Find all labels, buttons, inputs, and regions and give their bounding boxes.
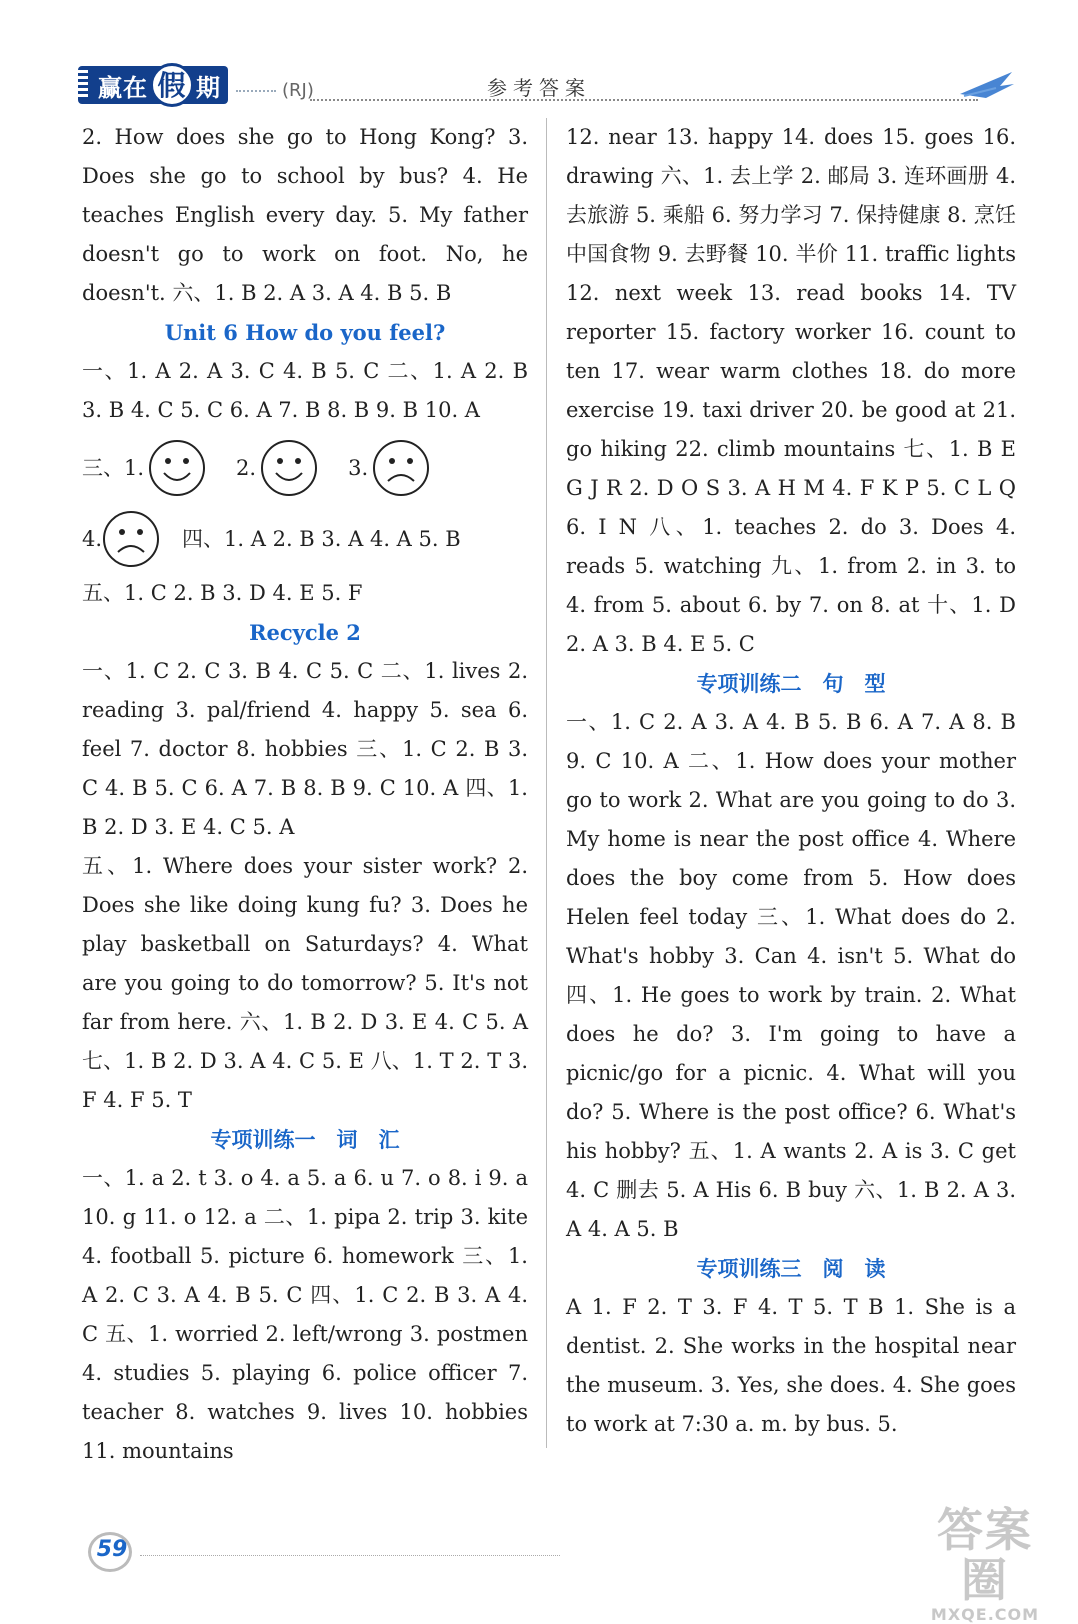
section-heading: 专项训练一 词 汇 bbox=[210, 1127, 400, 1152]
logo-text-pre: 赢在 bbox=[98, 73, 148, 102]
answer-paragraph: 2. How does she go to Hong Kong? 3. Does she go to school by bus? 4. He teaches English every day. 5. My father doesn't go to work on foot. No, he doesn't. 六、1. B 2. A 3. A 4. B 5. B bbox=[82, 125, 528, 305]
happy-face-icon bbox=[148, 439, 206, 497]
section-heading: 专项训练二 句 型 bbox=[696, 671, 886, 696]
wing-decoration-icon bbox=[956, 66, 1016, 102]
sad-face-icon bbox=[102, 510, 160, 568]
faces-row bbox=[82, 432, 528, 504]
watermark-sub: MXQE.COM bbox=[930, 1605, 1040, 1624]
footer-rule bbox=[140, 1555, 560, 1556]
section-heading: 专项训练三 阅 读 bbox=[696, 1256, 886, 1281]
face-label: 4. bbox=[82, 526, 103, 551]
column-divider bbox=[546, 118, 547, 1448]
sad-face-icon bbox=[372, 439, 430, 497]
right-column bbox=[566, 118, 1016, 1444]
answer-paragraph: A 1. F 2. T 3. F 4. T 5. T B 1. She is a dentist. 2. She works in the hospital near the museum. 3. Yes, she does. 4. She goes to work at 7:30 a. m. by bus. 5. bbox=[566, 1295, 1016, 1436]
logo-text-post: 期 bbox=[196, 73, 221, 102]
answer-line: 四、1. A 2. B 3. A 4. A 5. B bbox=[182, 526, 461, 551]
faces-row-second bbox=[82, 504, 528, 574]
happy-face-icon bbox=[260, 439, 318, 497]
watermark-main: 答案圈 bbox=[937, 1503, 1033, 1607]
face-label: 3. bbox=[348, 455, 369, 480]
page-title: 参考答案 bbox=[487, 76, 591, 100]
logo-text-big: 假 bbox=[150, 63, 194, 107]
page-number: 59 bbox=[88, 1530, 136, 1570]
answer-paragraph: 一、1. a 2. t 3. o 4. a 5. a 6. u 7. o 8. i 9. a 10. g 11. o 12. a 二、1. pipa 2. trip 3. kite 4. football 5. picture 6. homework 三、1. A 2. C 3. A 4. B 5. C 四、1. C 2. B 3. A 4. C 五、1. worried 2. left/wrong 3. postmen 4. studies 5. playing 6. police officer 7. teacher 8. watches 9. lives 10. hobbies 11. mountains bbox=[82, 1166, 528, 1463]
answer-paragraph: 12. near 13. happy 14. does 15. goes 16. drawing 六、1. 去上学 2. 邮局 3. 连环画册 4. 去旅游 5. 乘船 6. 努力学习 7. 保持健康 8. 烹饪中国食物 9. 去野餐 10. 半价 11. traffic lights 12. next week 13. read books 14. TV reporter 15. factory worker 16. count to ten 17. wear warm clothes 18. do more exercise 19. taxi driver 20. be good at 21. go hiking 22. climb mountains 七、1. B E G J R 2. D O S 3. A H M 4. F K P 5. C L Q 6. I N 八、1. teaches 2. do 3. Does 4. reads 5. watching 九、1. from 2. in 3. to 4. from 5. about 6. by 7. on 8. at 十、1. D 2. A 3. B 4. E 5. C bbox=[566, 125, 1016, 656]
section-heading: Recycle 2 bbox=[249, 620, 361, 645]
answer-paragraph: 一、1. A 2. A 3. C 4. B 5. C 二、1. A 2. B 3. B 4. C 5. C 6. A 7. B 8. B 9. B 10. A bbox=[82, 359, 528, 422]
section-heading: Unit 6 How do you feel? bbox=[164, 320, 446, 345]
site-watermark bbox=[920, 1503, 1050, 1624]
face-label: 2. bbox=[236, 455, 257, 480]
left-column bbox=[82, 118, 528, 1471]
face-label: 三、1. bbox=[82, 455, 145, 480]
edition-label: (RJ) bbox=[236, 80, 314, 101]
answer-paragraph: 五、1. C 2. B 3. D 4. E 5. F bbox=[82, 581, 363, 605]
answer-paragraph: 一、1. C 2. A 3. A 4. B 5. B 6. A 7. A 8. B 9. C 10. A 二、1. How does your mother go to work 2. What are you going to do 3. My home is near the post office 4. Where does the boy come from 5. How does Helen feel today 三、1. What does do 2. What's hobby 3. Can 4. isn't 5. What do 四、1. He goes to work by train. 2. What does he do? 3. I'm going to have a picnic/go for a picnic. 4. What will you do? 5. Where is the post office? 6. What's his hobby? 五、1. A wants 2. A is 3. C get 4. C 删去 5. A His 6. B buy 六、1. B 2. A 3. A 4. A 5. B bbox=[566, 710, 1016, 1241]
answer-paragraph: 五、1. Where does your sister work? 2. Does she like doing kung fu? 3. Does he play basketball on Saturdays? 4. What are you going to do tomorrow? 5. It's not far from here. 六、1. B 2. D 3. E 4. C 5. A 七、1. B 2. D 3. A 4. C 5. E 八、1. T 2. T 3. F 4. F 5. T bbox=[82, 854, 528, 1112]
page-header bbox=[0, 0, 1078, 112]
answer-paragraph: 一、1. C 2. C 3. B 4. C 5. C 二、1. lives 2. reading 3. pal/friend 4. happy 5. sea 6. feel 7. doctor 8. hobbies 三、1. C 2. B 3. C 4. B 5. C 6. A 7. B 8. B 9. C 10. A 四、1. B 2. D 3. E 4. C 5. A bbox=[82, 659, 528, 839]
